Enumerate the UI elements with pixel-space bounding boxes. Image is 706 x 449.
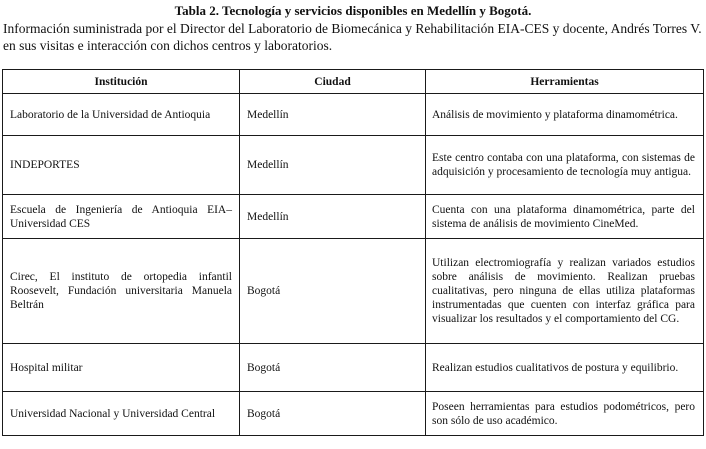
cell-ciudad: Medellín <box>240 195 426 239</box>
cell-herramientas: Este centro contaba con una plataforma, con sistemas de adquisición y procesamiento de tecnología muy antigua. <box>426 136 704 195</box>
table-row <box>3 195 704 239</box>
cell-institucion: Universidad Nacional y Universidad Central <box>3 392 240 436</box>
cell-herramientas: Poseen herramientas para estudios podométricos, pero son sólo de uso académico. <box>426 392 704 436</box>
table-title: Tabla 2. Tecnología y servicios disponibles en Medellín y Bogotá. <box>174 3 532 18</box>
cell-institucion: Escuela de Ingeniería de Antioquia EIA–Universidad CES <box>3 195 240 239</box>
header-herramientas: Herramientas <box>426 70 704 94</box>
table-row <box>3 136 704 195</box>
cell-institucion: Hospital militar <box>3 344 240 392</box>
cell-institucion: Laboratorio de la Universidad de Antioquia <box>3 94 240 136</box>
cell-ciudad: Bogotá <box>240 344 426 392</box>
cell-ciudad: Bogotá <box>240 239 426 344</box>
cell-institucion: Cirec, El instituto de ortopedia infantil Roosevelt, Fundación universitaria Manuela Beltrán <box>3 239 240 344</box>
table-row <box>3 392 704 436</box>
cell-ciudad: Medellín <box>240 136 426 195</box>
table-row <box>3 239 704 344</box>
cell-herramientas: Realizan estudios cualitativos de postura y equilibrio. <box>426 344 704 392</box>
cell-herramientas: Cuenta con una plataforma dinamométrica, parte del sistema de análisis de movimiento CineMed. <box>426 195 704 239</box>
cell-ciudad: Medellín <box>240 94 426 136</box>
header-institucion: Institución <box>3 70 240 94</box>
header-ciudad: Ciudad <box>240 70 426 94</box>
table-row <box>3 94 704 136</box>
cell-ciudad: Bogotá <box>240 392 426 436</box>
tools-table <box>2 69 704 436</box>
cell-herramientas: Utilizan electromiografía y realizan variados estudios sobre análisis de movimiento. Realizan pruebas cualitativas, pero ninguna de ellas utiliza plataformas instrumentadas que cuenten con interfaz gráfica para visualizar los resultados y el comportamiento del CG. <box>426 239 704 344</box>
cell-institucion: INDEPORTES <box>3 136 240 195</box>
table-caption: Información suministrada por el Director del Laboratorio de Biomecánica y Rehabilitación EIA-CES y docente, Andrés Torres V. en sus visitas e interacción con dichos centros y laboratorios. <box>3 21 702 53</box>
table-row <box>3 344 704 392</box>
table-header-row <box>3 70 704 94</box>
cell-herramientas: Análisis de movimiento y plataforma dinamométrica. <box>426 94 704 136</box>
